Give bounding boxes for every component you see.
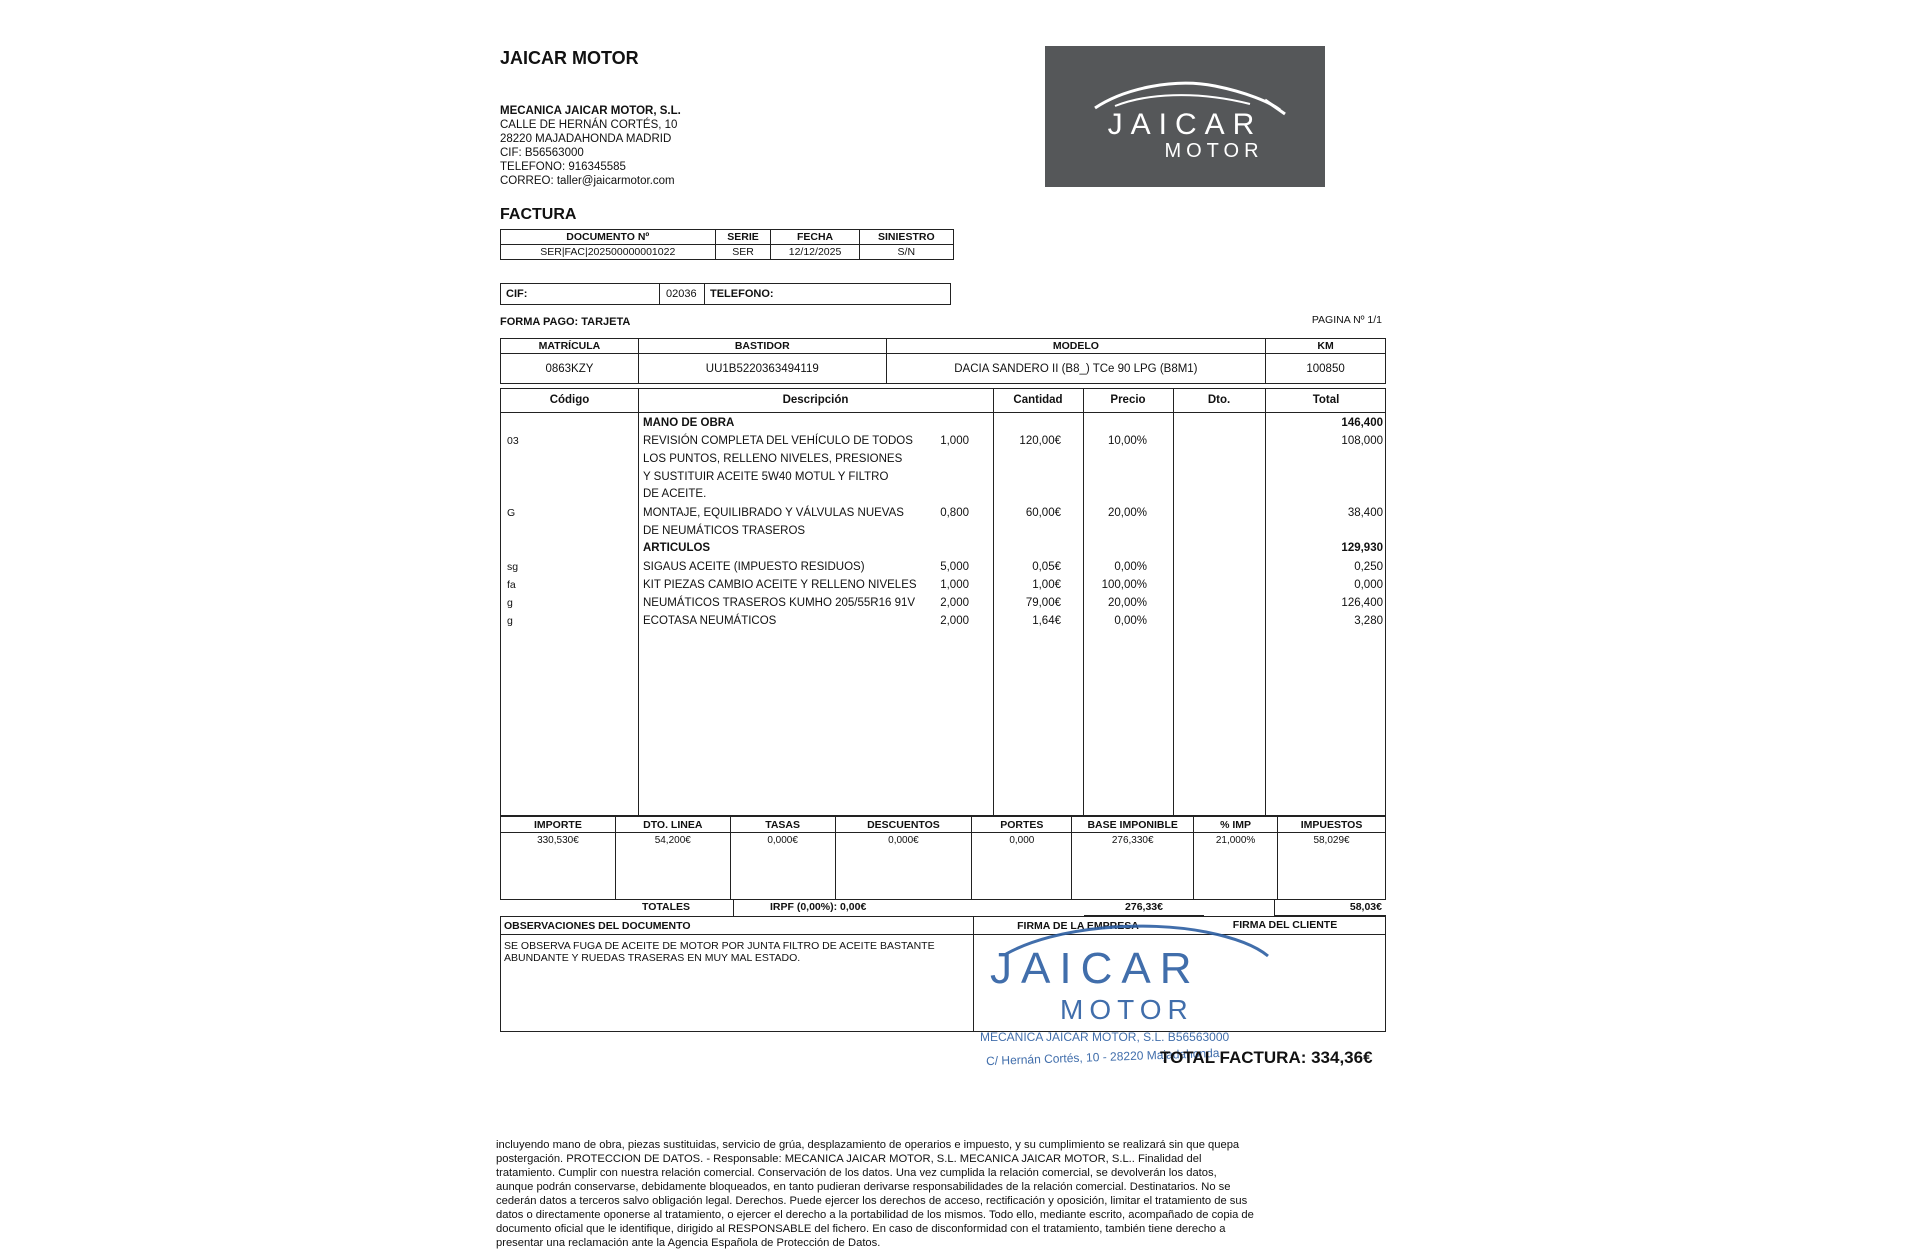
item-price: 1,00€ <box>1032 579 1061 591</box>
legal-line: tratamiento. Cumplir con nuestra relación comercial. Conservación de los datos. Una vez cumplida la relación comercial, se devolverán los datos, <box>496 1167 1217 1179</box>
table-row <box>501 525 1385 543</box>
value-importe: 330,530€ <box>501 833 616 900</box>
legal-line: cederán datos a terceros salvo obligación legal. Derechos. Puede ejercer los derechos de acceso, rectificación y oposición, limitar el tratamiento de sus <box>496 1195 1248 1207</box>
header-total: Total <box>1312 394 1340 406</box>
item-total: 3,280 <box>1354 615 1383 627</box>
company-logo <box>1045 46 1325 187</box>
company-phone: TELEFONO: 916345585 <box>500 161 626 173</box>
item-code: g <box>507 597 513 609</box>
item-code: G <box>507 507 516 519</box>
value-modelo: DACIA SANDERO II (B8_) TCe 90 LPG (B8M1) <box>886 354 1265 384</box>
header-descuentos: DESCUENTOS <box>835 817 972 833</box>
item-desc: ARTICULOS <box>643 542 711 554</box>
header-precio: Precio <box>1110 394 1146 406</box>
legal-text <box>496 1138 1386 1250</box>
company-info <box>500 104 681 188</box>
table-row <box>501 453 1385 471</box>
value-portes: 0,000 <box>972 833 1072 900</box>
client-cif-label: CIF: <box>506 288 528 300</box>
item-desc: ECOTASA NEUMÁTICOS <box>643 615 777 627</box>
line-items-table <box>500 388 1386 816</box>
value-base-imponible: 276,330€ <box>1072 833 1194 900</box>
header-documento: DOCUMENTO Nº <box>501 230 716 245</box>
stamp-line1: JAICAR <box>990 944 1201 993</box>
header-descripcion: Descripción <box>782 394 849 406</box>
company-address: CALLE DE HERNÁN CORTÉS, 10 <box>500 119 678 131</box>
irpf-value: IRPF (0,00%): 0,00€ <box>770 901 867 913</box>
table-row <box>501 597 1385 615</box>
item-total: 0,250 <box>1354 561 1383 573</box>
company-email: CORREO: taller@jaicarmotor.com <box>500 175 675 187</box>
item-total: 38,400 <box>1347 507 1383 519</box>
company-name: MECANICA JAICAR MOTOR, S.L. <box>500 105 681 117</box>
item-dto: 0,00% <box>1114 561 1147 573</box>
item-code: 03 <box>507 435 519 447</box>
item-total: 146,400 <box>1341 417 1383 429</box>
item-price: 79,00€ <box>1025 597 1061 609</box>
value-pct-imp: 21,000% <box>1194 833 1278 900</box>
item-desc: MANO DE OBRA <box>643 417 735 429</box>
header-tasas: TASAS <box>730 817 835 833</box>
item-dto: 100,00% <box>1101 579 1147 591</box>
value-siniestro: S/N <box>859 245 953 260</box>
item-qty: 5,000 <box>940 561 969 573</box>
header-base-imponible: BASE IMPONIBLE <box>1072 817 1194 833</box>
header-matricula: MATRÍCULA <box>501 339 639 354</box>
header-km: KM <box>1266 339 1386 354</box>
value-descuentos: 0,000€ <box>835 833 972 900</box>
value-km: 100850 <box>1266 354 1386 384</box>
stamp-line3: MECANICA JAICAR MOTOR, S.L. B56563000 <box>980 1030 1230 1044</box>
header-modelo: MODELO <box>886 339 1265 354</box>
client-code: 02036 <box>666 288 697 300</box>
value-documento: SER|FAC|202500000001022 <box>501 245 716 260</box>
value-dto-linea: 54,200€ <box>615 833 730 900</box>
item-desc: DE NEUMÁTICOS TRASEROS <box>643 525 806 537</box>
company-signature-header: FIRMA DE LA EMPRESA <box>1017 920 1139 932</box>
header-siniestro: SINIESTRO <box>859 230 953 245</box>
value-impuestos: 58,029€ <box>1278 833 1386 900</box>
company-stamp <box>980 918 1300 1069</box>
header-importe: IMPORTE <box>501 817 616 833</box>
table-row <box>501 471 1385 489</box>
client-phone-label: TELEFONO: <box>710 288 774 300</box>
totales-label: TOTALES <box>642 901 691 913</box>
header-portes: PORTES <box>972 817 1072 833</box>
table-row <box>501 542 1385 560</box>
item-qty: 2,000 <box>940 597 969 609</box>
stamp-line4: C/ Hernán Cortés, 10 - 28220 Majadahonda <box>985 1045 1220 1069</box>
item-code: fa <box>507 579 516 591</box>
item-price: 0,05€ <box>1032 561 1061 573</box>
table-row <box>501 579 1385 597</box>
totals-summary-row <box>500 899 1386 916</box>
item-code: g <box>507 615 513 627</box>
item-total: 108,000 <box>1341 435 1383 447</box>
header-fecha: FECHA <box>771 230 859 245</box>
observations-text: SE OBSERVA FUGA DE ACEITE DE MOTOR POR JUNTA FILTRO DE ACEITE BASTANTE ABUNDANTE Y RUEDAS TRASERAS EN MUY MAL ESTADO. <box>504 940 935 964</box>
vehicle-table <box>500 338 1386 384</box>
item-dto: 20,00% <box>1107 597 1147 609</box>
item-desc: KIT PIEZAS CAMBIO ACEITE Y RELLENO NIVELES <box>643 579 917 591</box>
item-code: sg <box>507 561 519 573</box>
item-price: 60,00€ <box>1025 507 1061 519</box>
item-desc: MONTAJE, EQUILIBRADO Y VÁLVULAS NUEVAS <box>643 507 904 519</box>
tax-total: 58,03€ <box>1349 901 1382 913</box>
base-total: 276,33€ <box>1125 901 1163 913</box>
client-signature-header: FIRMA DEL CLIENTE <box>1232 919 1338 931</box>
invoice-total: TOTAL FACTURA: 334,36€ <box>1160 1048 1373 1067</box>
item-desc: SIGAUS ACEITE (IMPUESTO RESIDUOS) <box>643 561 865 573</box>
logo-line2: MOTOR <box>1164 140 1264 162</box>
item-qty: 2,000 <box>940 615 969 627</box>
header-dto: Dto. <box>1207 394 1231 406</box>
item-dto: 10,00% <box>1107 435 1147 447</box>
invoice-heading: FACTURA <box>500 206 577 223</box>
item-total: 0,000 <box>1354 579 1383 591</box>
legal-line: datos o directamente oponerse al tratamiento, o ejercer el derecho a la portabilidad de los mismos. Todo ello, mediante escrito, acompañado de copia de <box>496 1209 1254 1221</box>
item-desc: Y SUSTITUIR ACEITE 5W40 MOTUL Y FILTRO <box>643 471 889 483</box>
legal-line: aunque podrán conservarse, debidamente bloqueados, en tanto pudieran derivarse responsabilidades de la relación comercial. Destinatarios. No se <box>496 1181 1231 1193</box>
header-dto-linea: DTO. LINEA <box>615 817 730 833</box>
header-cantidad: Cantidad <box>1013 394 1063 406</box>
value-bastidor: UU1B5220363494119 <box>638 354 886 384</box>
stamp-line2: MOTOR <box>1060 994 1194 1025</box>
company-city: 28220 MAJADAHONDA MADRID <box>500 133 672 145</box>
client-box <box>500 283 951 305</box>
totals-table <box>500 816 1386 900</box>
value-matricula: 0863KZY <box>501 354 639 384</box>
table-row <box>501 561 1385 579</box>
header-pct-imp: % IMP <box>1194 817 1278 833</box>
legal-line: documento oficial que le identifique, dirigido al RESPONSABLE del fichero. En caso de disconformidad con el tratamiento, también tiene derecho a <box>496 1223 1226 1235</box>
item-qty: 1,000 <box>940 579 969 591</box>
header-impuestos: IMPUESTOS <box>1278 817 1386 833</box>
header-codigo: Código <box>549 394 590 406</box>
legal-line: presentar una reclamación ante la Agencia Española de Protección de Datos. <box>496 1237 881 1249</box>
value-tasas: 0,000€ <box>730 833 835 900</box>
company-cif: CIF: B56563000 <box>500 147 584 159</box>
table-row <box>501 417 1385 435</box>
item-price: 1,64€ <box>1032 615 1061 627</box>
value-fecha: 12/12/2025 <box>771 245 859 260</box>
legal-line: incluyendo mano de obra, piezas sustituidas, servicio de grúa, desplazamiento de operarios e impuesto, y su cumplimiento se realizará sin que quepa <box>496 1139 1240 1151</box>
value-serie: SER <box>715 245 771 260</box>
table-row <box>501 507 1385 525</box>
item-qty: 0,800 <box>940 507 969 519</box>
item-desc: LOS PUNTOS, RELLENO NIVELES, PRESIONES <box>643 453 903 465</box>
table-row <box>501 615 1385 633</box>
item-dto: 20,00% <box>1107 507 1147 519</box>
page-number: PAGINA Nº 1/1 <box>1311 314 1382 326</box>
table-row <box>501 488 1385 506</box>
observations-header: OBSERVACIONES DEL DOCUMENTO <box>504 920 691 932</box>
header-bastidor: BASTIDOR <box>638 339 886 354</box>
payment-method: FORMA PAGO: TARJETA <box>500 316 631 328</box>
item-desc: REVISIÓN COMPLETA DEL VEHÍCULO DE TODOS <box>643 435 913 447</box>
header-serie: SERIE <box>715 230 771 245</box>
item-total: 126,400 <box>1341 597 1383 609</box>
legal-line: postergación. PROTECCION DE DATOS. - Responsable: MECANICA JAICAR MOTOR, S.L. MECANICA JAICAR MOTOR, S.L.. Finalidad del <box>496 1153 1202 1165</box>
table-row <box>501 435 1385 453</box>
item-total: 129,930 <box>1341 542 1383 554</box>
logo-line1: JAICAR <box>1107 108 1263 141</box>
item-desc: NEUMÁTICOS TRASEROS KUMHO 205/55R16 91V <box>643 597 916 609</box>
item-dto: 0,00% <box>1114 615 1147 627</box>
invoice-meta-table <box>500 229 954 260</box>
company-title: JAICAR MOTOR <box>500 48 639 68</box>
invoice-page <box>470 0 1400 1260</box>
item-price: 120,00€ <box>1019 435 1061 447</box>
item-desc: DE ACEITE. <box>643 488 707 500</box>
item-qty: 1,000 <box>940 435 969 447</box>
